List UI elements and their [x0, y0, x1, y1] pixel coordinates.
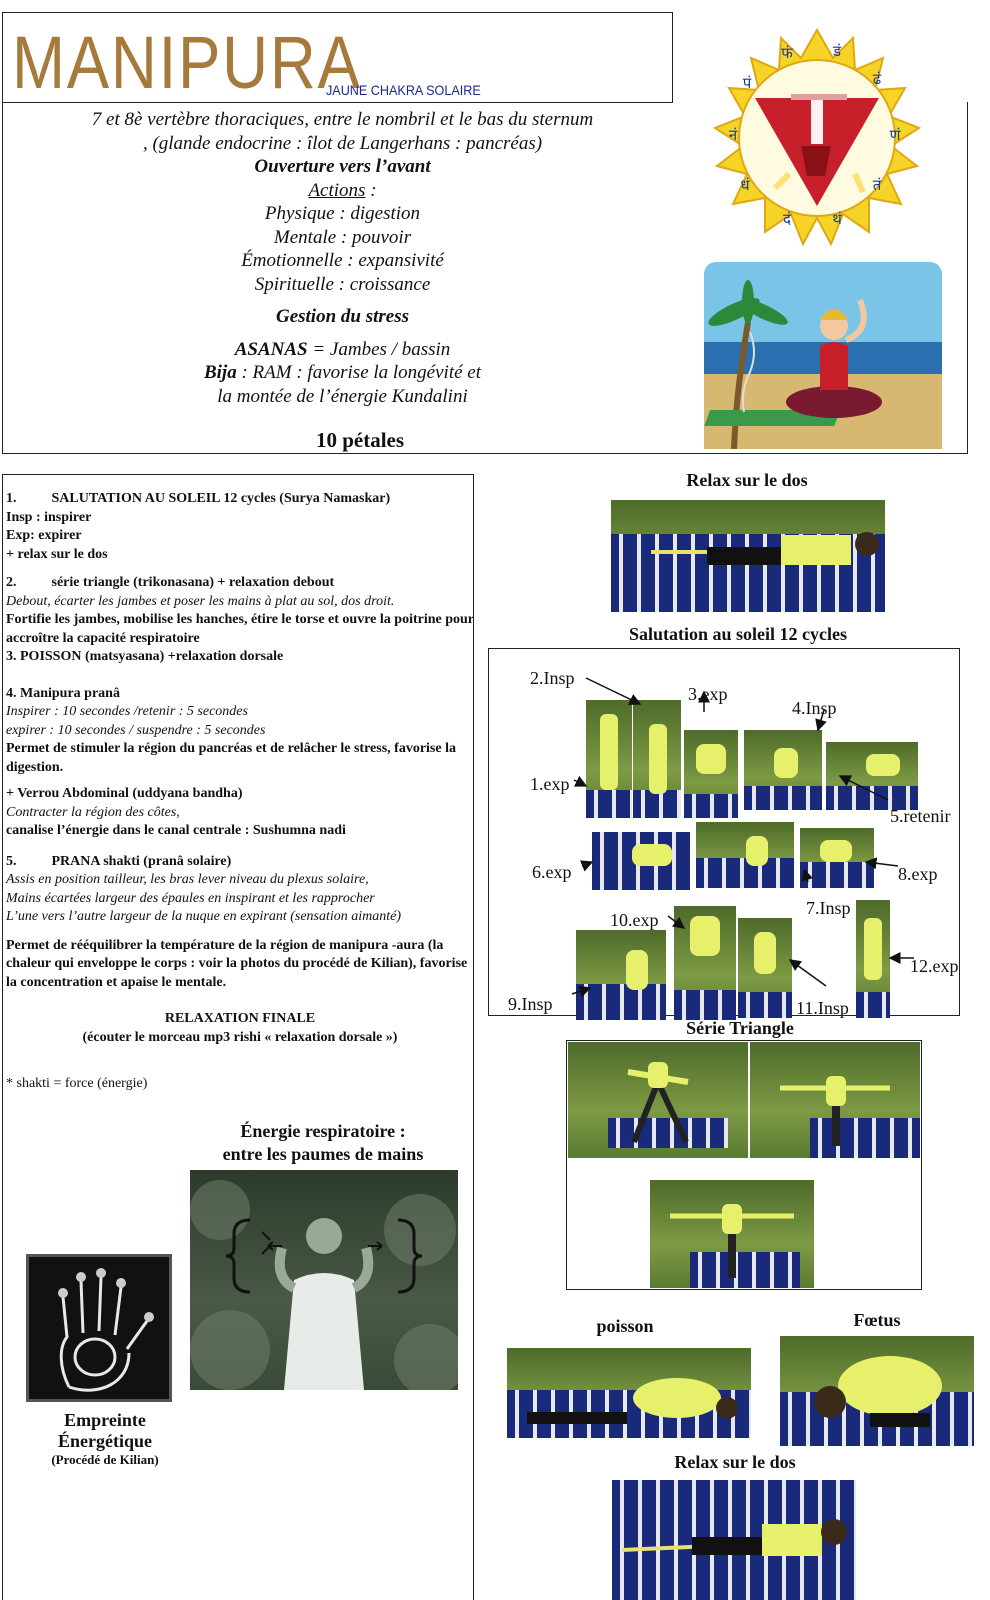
kilian-hand-imprint	[26, 1254, 172, 1402]
gland-line: , (glande endocrine : îlot de Langerhans : pancréas)	[142, 132, 543, 154]
mental-line: Mentale : pouvoir	[273, 226, 412, 248]
petal-letter: तं	[872, 176, 882, 194]
exercise-4-title: 4. Manipura pranâ	[6, 685, 120, 701]
relax-photo-1	[611, 500, 885, 612]
location-line: 7 et 8è vertèbre thoraciques, entre le nombril et le bas du sternum	[91, 109, 594, 130]
relax-title-1: Relax sur le dos	[686, 470, 808, 490]
prana-timing-1: Inspirer : 10 secondes /retenir : 5 secondes	[6, 704, 248, 719]
salutation-title: Salutation au soleil 12 cycles	[628, 624, 847, 644]
spiritual-line: Spirituelle : croissance	[254, 273, 431, 295]
triangle-title: Série Triangle	[686, 1018, 794, 1038]
energy-title-line-2: entre les paumes de mains	[222, 1144, 424, 1164]
step-label-7: 7.Insp	[806, 898, 851, 918]
asanas-text: = Jambes / bassin	[312, 338, 451, 360]
step-label-12: 12.exp	[910, 956, 959, 976]
imprint-caption-1: Empreinte	[64, 1410, 146, 1430]
actions-colon: :	[365, 179, 377, 201]
petal-letter: नं	[728, 126, 738, 144]
foetus-photo	[780, 1336, 974, 1446]
triangle-photo-3	[650, 1180, 814, 1288]
petals-count: 10 pétales	[315, 428, 405, 452]
step-label-5: 5.retenir	[890, 806, 951, 826]
page-subtitle: JAUNE CHAKRA SOLAIRE	[326, 82, 481, 98]
exercise-5-title: 5. PRANA shakti (pranâ solaire)	[6, 853, 232, 869]
asanas-label: ASANAS	[234, 338, 308, 360]
step-label-1: 1.exp	[530, 774, 570, 794]
shakti-instruction-3: L’une vers l’autre largeur de la nuque en expirant (sensation aimanté)	[6, 909, 402, 924]
emotional-line: Émotionnelle : expansivité	[241, 250, 444, 271]
triangle-instructions: Debout, écarter les jambes et poser les mains à plat au sol, dos droit.	[6, 593, 395, 609]
actions-label: Actions	[308, 179, 366, 201]
petal-letter: ढं	[872, 70, 882, 88]
step-label-4: 4.Insp	[792, 698, 837, 718]
petal-letter: डं	[832, 42, 842, 60]
petal-letter: दं	[783, 210, 791, 228]
exp-legend: Exp: expirer	[6, 528, 82, 543]
step-arrows	[488, 648, 960, 1016]
exercise-list	[6, 490, 474, 1094]
asanas-line	[0, 338, 685, 362]
exercise-1-title: 1. SALUTATION AU SOLEIL 12 cycles (Surya Namaskar)	[6, 491, 391, 506]
imprint-caption-3: (Procédé de Kilian)	[51, 1452, 159, 1467]
insp-legend: Insp : inspirer	[6, 509, 92, 525]
bija-label: Bija	[203, 362, 237, 383]
step-label-6: 6.exp	[532, 862, 572, 882]
bija-line	[0, 361, 685, 385]
uddyana-instruction: Contracter la région des côtes,	[6, 804, 180, 820]
petal-letter: पं	[742, 74, 752, 92]
relax-note: + relax sur le dos	[6, 546, 108, 562]
energy-breathing-photo	[190, 1170, 458, 1390]
uddyana-title: + Verrou Abdominal (uddyana bandha)	[6, 786, 243, 801]
opening-line: Ouverture vers l’avant	[254, 156, 431, 177]
energy-title-line-1: Énergie respiratoire :	[240, 1121, 406, 1141]
stress-line: Gestion du stress	[275, 306, 410, 327]
relax-title-2: Relax sur le dos	[674, 1452, 796, 1472]
shakti-instruction-1: Assis en position tailleur, les bras lever niveau du plexus solaire,	[6, 872, 369, 887]
step-label-2: 2.Insp	[530, 668, 575, 688]
poisson-title: poisson	[596, 1316, 654, 1336]
triangle-photo-2	[750, 1042, 920, 1158]
uddyana-benefit: canalise l’énergie dans le canal centrale : Sushumna nadi	[6, 823, 346, 838]
triangle-photo-1	[568, 1042, 748, 1158]
final-relax-title: RELAXATION FINALE	[164, 1011, 316, 1026]
page-title: MANIPURA	[12, 21, 362, 104]
petal-letter: धं	[740, 176, 750, 194]
header-text	[0, 108, 685, 408]
prana-benefits: Permet de stimuler la région du pancréas et de relâcher le stress, favorise la digestion.	[6, 741, 456, 775]
poisson-photo	[507, 1348, 751, 1438]
petal-letter: थं	[832, 210, 842, 228]
manipura-symbol	[705, 28, 930, 250]
imprint-caption-2: Énergétique	[58, 1431, 152, 1451]
triangle-benefits: Fortifie les jambes, mobilise les hanches, étire le torse et ouvre la poitrine pour accroître la capacité respiratoire	[6, 612, 474, 646]
shakti-benefits: Permet de rééquilibrer la température de la région de manipura -aura (la chaleur qui enveloppe le corps : voir la photos du procédé de Kilian), favorise la concentration et apaise le mentale.	[6, 937, 468, 990]
physical-line: Physique : digestion	[264, 203, 421, 224]
exercise-3-title: 3. POISSON (matsyasana) +relaxation dorsale	[6, 649, 284, 664]
imprint-caption	[10, 1410, 200, 1468]
kundalini-line: la montée de l’énergie Kundalini	[217, 385, 468, 407]
step-label-10: 10.exp	[610, 910, 659, 930]
foetus-title: Fœtus	[853, 1310, 901, 1330]
step-label-9: 9.Insp	[508, 994, 553, 1014]
petal-letter: फं	[781, 44, 793, 62]
exercise-2-title: 2. série triangle (trikonasana) + relaxation debout	[6, 575, 335, 590]
petal-letter: णं	[889, 126, 901, 144]
shakti-footnote: * shakti = force (énergie)	[6, 1076, 148, 1091]
meditation-illustration	[704, 262, 942, 449]
actions-line	[0, 179, 685, 203]
energy-title	[188, 1120, 458, 1166]
shakti-instruction-2: Mains écartées largeur des épaules en inspirant et les rapprocher	[6, 890, 375, 906]
relax-photo-2	[612, 1480, 856, 1600]
step-label-3: 3.exp	[688, 684, 728, 704]
step-label-11: 11.Insp	[796, 998, 849, 1018]
step-label-8: 8.exp	[898, 864, 938, 884]
bija-text: : RAM : favorise la longévité et	[241, 362, 482, 383]
final-relax-note: (écouter le morceau mp3 rishi « relaxation dorsale »)	[82, 1029, 398, 1045]
prana-timing-2: expirer : 10 secondes / suspendre : 5 secondes	[6, 722, 266, 738]
